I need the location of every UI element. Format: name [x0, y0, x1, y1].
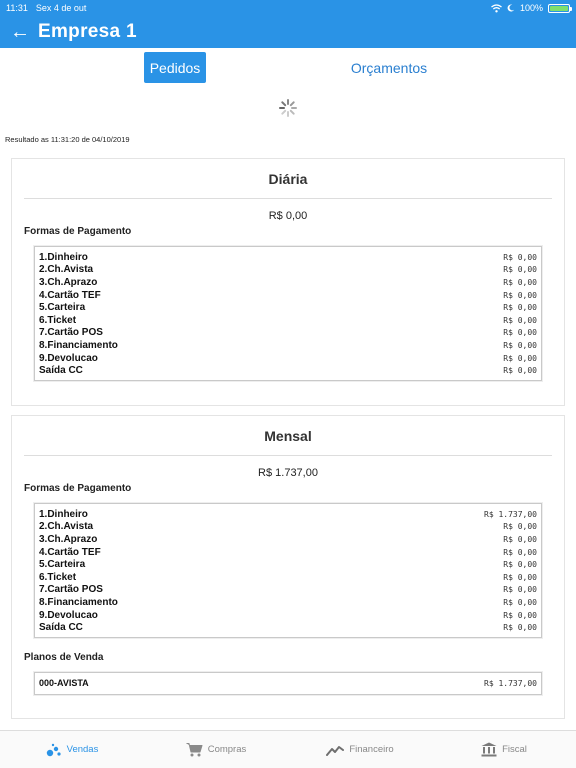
monthly-title: Mensal — [24, 416, 552, 456]
daily-methods-list — [34, 246, 542, 381]
tab-label: Fiscal — [502, 744, 527, 755]
list-item — [39, 609, 537, 622]
plan-name: 000-AVISTA — [39, 678, 89, 689]
method-value: R$ 0,00 — [503, 303, 537, 313]
method-name: 9.Devolucao — [39, 609, 98, 621]
method-value: R$ 0,00 — [503, 597, 537, 607]
method-name: 5.Carteira — [39, 302, 86, 314]
daily-total: R$ 0,00 — [268, 210, 308, 222]
method-value: R$ 0,00 — [503, 315, 537, 325]
method-name: 1.Dinheiro — [39, 251, 88, 263]
method-name: 5.Carteira — [39, 559, 86, 571]
tab-label: Compras — [207, 744, 247, 755]
list-item — [39, 533, 537, 546]
method-value: R$ 0,00 — [503, 277, 537, 287]
method-name: Saída CC — [39, 622, 83, 634]
method-name: 3.Ch.Aprazo — [39, 533, 98, 545]
method-value: R$ 0,00 — [503, 522, 537, 532]
monthly-total: R$ 1.737,00 — [258, 467, 318, 479]
method-value: R$ 0,00 — [503, 353, 537, 363]
list-item — [39, 521, 537, 534]
tab-compras[interactable] — [144, 731, 288, 768]
result-timestamp: Resultado as 11:31:20 de 04/10/2019 — [5, 135, 130, 144]
battery-icon — [548, 4, 570, 13]
method-value: R$ 0,00 — [503, 328, 537, 338]
method-value: R$ 0,00 — [503, 340, 537, 350]
moon-icon — [507, 4, 515, 12]
dots-icon — [46, 743, 62, 757]
method-name: Saída CC — [39, 365, 83, 377]
list-item — [39, 289, 537, 302]
plans-section-label: Planos de Venda — [24, 651, 104, 663]
method-value: R$ 0,00 — [503, 610, 537, 620]
battery-percent: 100% — [519, 3, 543, 13]
segment-control — [0, 52, 576, 84]
method-name: 2.Ch.Avista — [39, 264, 94, 276]
list-item — [39, 546, 537, 559]
method-value: R$ 0,00 — [503, 572, 537, 582]
method-value: R$ 0,00 — [503, 252, 537, 262]
list-item — [39, 508, 537, 521]
page-title: Empresa 1 — [38, 21, 137, 42]
list-item — [39, 571, 537, 584]
tab-label: Financeiro — [349, 744, 394, 755]
method-name: 4.Cartão TEF — [39, 546, 101, 558]
nav-bar — [0, 16, 576, 48]
method-name: 8.Financiamento — [39, 596, 118, 608]
monthly-card — [11, 415, 565, 719]
tab-label: Vendas — [66, 744, 99, 755]
list-item — [39, 251, 537, 264]
method-value: R$ 0,00 — [503, 560, 537, 570]
tab-vendas[interactable] — [0, 731, 144, 768]
list-item — [39, 314, 537, 327]
list-item — [39, 339, 537, 352]
segment-orcamentos[interactable]: Orçamentos — [350, 59, 428, 76]
method-name: 2.Ch.Avista — [39, 521, 94, 533]
wifi-icon — [491, 4, 502, 13]
method-name: 6.Ticket — [39, 314, 77, 326]
method-value: R$ 0,00 — [503, 547, 537, 557]
method-name: 3.Ch.Aprazo — [39, 276, 98, 288]
loading-spinner-icon — [278, 98, 298, 118]
list-item — [39, 364, 537, 377]
bank-icon — [481, 742, 497, 757]
cart-icon — [186, 742, 203, 757]
list-item — [39, 301, 537, 314]
chart-line-icon — [326, 744, 344, 756]
list-item — [39, 584, 537, 597]
tab-fiscal[interactable] — [432, 731, 576, 768]
daily-section-label: Formas de Pagamento — [24, 226, 132, 237]
monthly-section-label: Formas de Pagamento — [24, 483, 132, 494]
list-item — [39, 558, 537, 571]
method-name: 7.Cartão POS — [39, 584, 103, 596]
method-value: R$ 0,00 — [503, 366, 537, 376]
method-value: R$ 1.737,00 — [484, 509, 537, 519]
daily-card — [11, 158, 565, 406]
status-time: 11:31 — [6, 3, 28, 13]
method-name: 4.Cartão TEF — [39, 289, 101, 301]
list-item — [39, 621, 537, 634]
status-date: Sex 4 de out — [35, 3, 87, 13]
monthly-methods-list — [34, 503, 542, 638]
method-name: 8.Financiamento — [39, 339, 118, 351]
list-item — [39, 264, 537, 277]
method-name: 6.Ticket — [39, 571, 77, 583]
tab-financeiro[interactable] — [288, 731, 432, 768]
method-value: R$ 0,00 — [503, 265, 537, 275]
method-name: 9.Devolucao — [39, 352, 98, 364]
list-item — [39, 327, 537, 340]
back-arrow-icon[interactable]: ← — [10, 21, 30, 43]
method-value: R$ 0,00 — [503, 534, 537, 544]
method-name: 1.Dinheiro — [39, 508, 88, 520]
method-name: 7.Cartão POS — [39, 327, 103, 339]
segment-pedidos[interactable]: Pedidos — [144, 52, 206, 83]
list-item — [39, 677, 537, 690]
list-item — [39, 596, 537, 609]
tab-bar — [0, 730, 576, 768]
plan-value: R$ 1.737,00 — [484, 678, 537, 688]
list-item — [39, 276, 537, 289]
method-value: R$ 0,00 — [503, 623, 537, 633]
method-value: R$ 0,00 — [503, 585, 537, 595]
daily-title: Diária — [24, 159, 552, 199]
plans-list — [34, 672, 542, 695]
list-item — [39, 352, 537, 365]
method-value: R$ 0,00 — [503, 290, 537, 300]
status-bar — [0, 0, 576, 16]
